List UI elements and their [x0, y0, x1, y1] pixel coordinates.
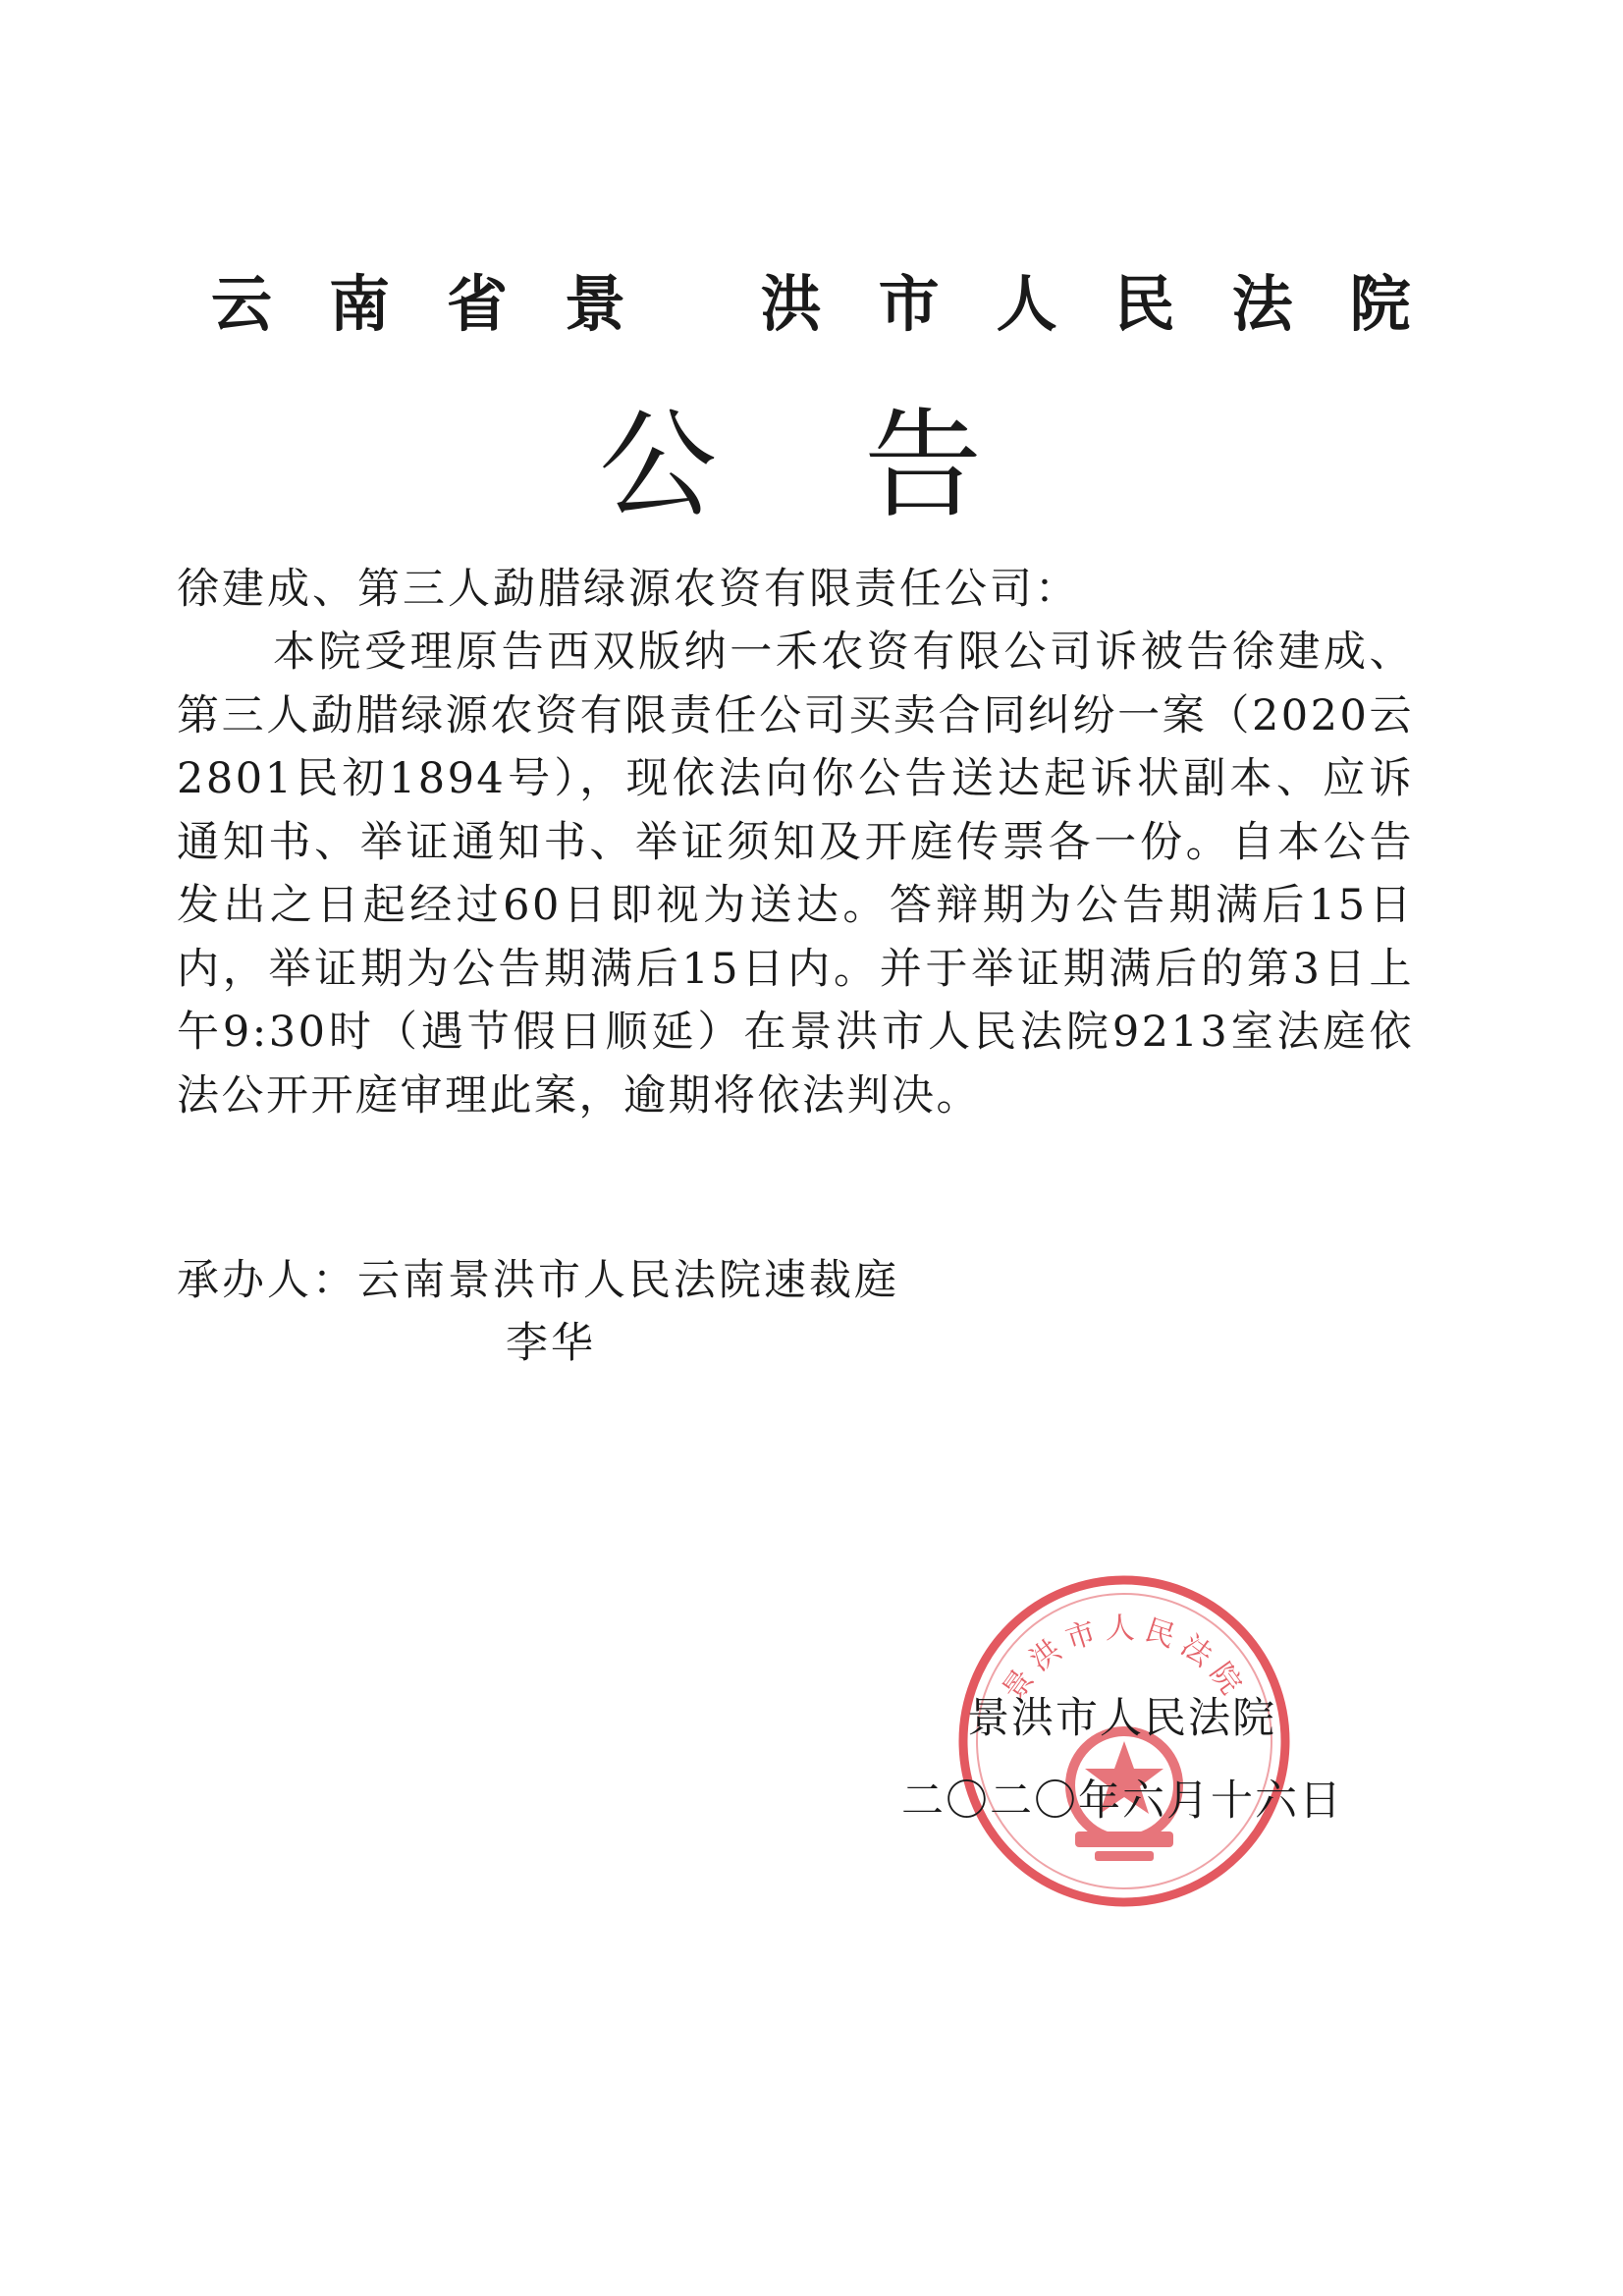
- svg-text:景洪市人民法院: 景洪市人民法院: [996, 1612, 1253, 1708]
- notice-body: 本院受理原告西双版纳一禾农资有限公司诉被告徐建成、第三人勐腊绿源农资有限责任公司买卖合同纠纷一案（2020云2801民初1894号），现依法向你公告送达起诉状副本、应诉通知书、举证通知书、举证须知及开庭传票各一份。自本公告发出之日起经过60日即视为送达。答辩期为公告期满后15日内，举证期为公告期满后15日内。并于举证期满后的第3日上午9:30时（遇节假日顺延）在景洪市人民法院9213室法庭依法公开开庭审理此案，逾期将依法判决。: [177, 628, 1414, 1121]
- court-title: 云南省景 洪市人民法院: [211, 268, 1468, 340]
- handler-name: 李华: [506, 1319, 596, 1368]
- signature-date: 二〇二〇年六月十六日: [901, 1777, 1343, 1826]
- notice-title: 公告: [599, 398, 1129, 534]
- handler-line: 承办人：云南景洪市人民法院速裁庭: [177, 1256, 899, 1305]
- addressee: 徐建成、第三人勐腊绿源农资有限责任公司：: [177, 565, 1080, 614]
- signature-court: 景洪市人民法院: [967, 1694, 1276, 1743]
